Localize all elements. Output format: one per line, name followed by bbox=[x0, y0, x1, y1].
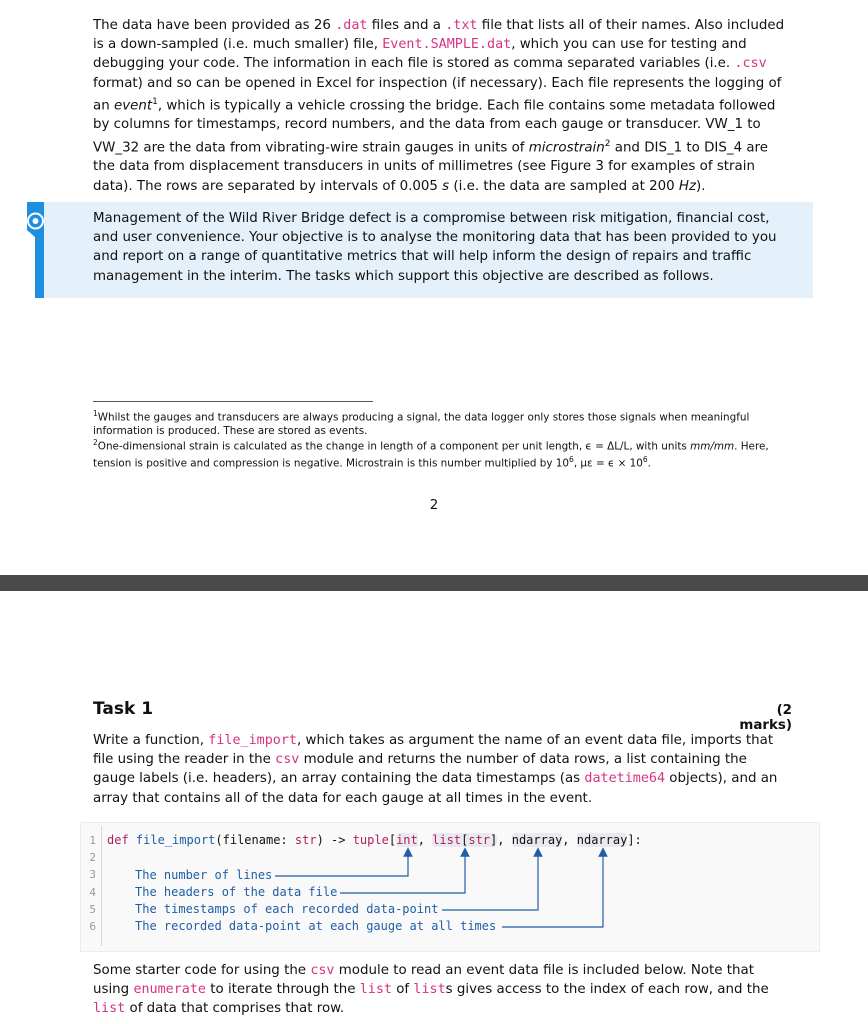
line-number: 6 bbox=[89, 920, 96, 934]
page-number: 2 bbox=[429, 498, 439, 513]
exponent: 6 bbox=[642, 455, 648, 465]
emphasis-microstrain: microstrain bbox=[528, 140, 605, 156]
type-ndarray-timestamps: ndarray bbox=[511, 833, 563, 847]
footnote-unit: mm/mm bbox=[690, 440, 735, 453]
objective-text: Management of the Wild River Bridge defect is a compromise between risk mitigation, financial cost, and user convenience. Your objective is to analyse the monitoring data that has been provided to you and report on a range of quantitative metrics that will help inform the design of repairs and traffic management in the interim. The tasks which support this objective are described as follows. bbox=[93, 211, 777, 284]
target-icon-center bbox=[33, 218, 39, 224]
code-punct: ] bbox=[490, 833, 498, 847]
type-str: str bbox=[294, 833, 317, 847]
code-sample-file: Event.SAMPLE.dat bbox=[382, 37, 512, 53]
page-divider bbox=[0, 575, 868, 591]
line-number: 5 bbox=[89, 902, 96, 916]
code-csv: csv bbox=[310, 963, 335, 978]
line-number: 2 bbox=[89, 851, 96, 865]
footnote-1 bbox=[93, 407, 793, 438]
text-run: files and a bbox=[367, 18, 446, 33]
code-punct: ]: bbox=[627, 833, 642, 847]
text-run: and DIS_1 to DIS_4 are the data from displacement transducers in units of millimetres (see Figure 3 for examples of strain data). The rows are separated by intervals of 0.005 bbox=[93, 140, 769, 194]
code-dat: .dat bbox=[335, 18, 368, 33]
text-run: objects), and an array that contains all of the data for each gauge at all times in the event. bbox=[93, 771, 778, 806]
code-csv: .csv bbox=[734, 56, 767, 72]
type-tuple: tuple bbox=[352, 833, 389, 847]
footnote-mark: 2 bbox=[93, 438, 98, 447]
footnote-text: Whilst the gauges and transducers are always producing a signal, the data logger only stores those signals when meaningful information is produced. These are stored as events. bbox=[93, 411, 750, 438]
line-numbers bbox=[82, 832, 96, 935]
footnote-2 bbox=[93, 436, 793, 471]
text-run: s gives access to the index of each row, and the bbox=[445, 982, 769, 998]
text-run: The data have been provided as 26 bbox=[93, 18, 336, 33]
task-marks: (2 marks) bbox=[739, 703, 792, 733]
code-punct: , bbox=[562, 833, 577, 847]
text-run: format) and so can be opened in Excel for inspection (if necessary). Each file represents the logging of an bbox=[93, 75, 782, 114]
footnote-text: One-dimensional strain is calculated as the change in length of a component per unit length, ϵ = ΔL/L, with units bbox=[97, 440, 691, 453]
footnote-ref-1[interactable]: 1 bbox=[152, 96, 158, 107]
code-enumerate: enumerate bbox=[133, 982, 206, 998]
function-signature bbox=[107, 832, 642, 849]
code-list: list bbox=[359, 982, 392, 998]
line-number: 4 bbox=[89, 885, 96, 899]
text-run: to iterate through the bbox=[206, 982, 360, 998]
text-run: file that lists all of their names. Also included is a down-sampled (i.e. much smaller) file, bbox=[93, 18, 785, 53]
code-list: list bbox=[413, 982, 446, 998]
code-list: list bbox=[93, 1001, 126, 1017]
type-int: int bbox=[396, 833, 418, 847]
line-number: 1 bbox=[89, 834, 96, 847]
annotation-data: The recorded data-point at each gauge at all times bbox=[135, 919, 497, 933]
code-file-import: file_import bbox=[208, 733, 297, 748]
footnote-ref-2[interactable]: 2 bbox=[604, 138, 611, 149]
type-ndarray-data: ndarray bbox=[576, 833, 628, 847]
annotation-headers: The headers of the data file bbox=[135, 885, 338, 899]
code-punct: [ bbox=[461, 833, 469, 847]
text-run: , which takes as argument the name of an event data file, imports that file using the reader in the bbox=[93, 733, 774, 768]
text-run: (i.e. the data are sampled at 200 bbox=[449, 178, 679, 194]
text-run: , which is typically a vehicle crossing the bridge. Each file contains some metadata followed by columns for timestamps, record numbers, and the data from each gauge or transducer. VW_1 to VW_32 are the data from vibrating-wire strain gauges in units of bbox=[93, 98, 776, 156]
text-run: of bbox=[391, 982, 414, 998]
callout-decoration bbox=[0, 0, 70, 300]
task-title: Task 1 bbox=[93, 699, 154, 719]
line-number: 3 bbox=[89, 868, 96, 882]
code-punct: , bbox=[417, 833, 433, 847]
code-punct: [ bbox=[388, 833, 397, 847]
unit-seconds: s bbox=[442, 178, 450, 194]
code-txt: .txt bbox=[445, 18, 478, 33]
code-punct: (filename: bbox=[215, 833, 295, 847]
text-run: module to read an event data file is included below. Note that using bbox=[93, 963, 754, 998]
code-punct: , bbox=[497, 833, 512, 847]
exponent: 6 bbox=[569, 455, 574, 465]
annotation-timestamps: The timestamps of each recorded data-point bbox=[135, 902, 439, 916]
unit-hertz: Hz bbox=[678, 178, 697, 194]
footnote-text: . Here, tension is positive and compression is negative. Microstrain is this number multiplied by 10 bbox=[93, 440, 769, 470]
footnote-mark: 1 bbox=[93, 409, 98, 418]
footnote-text: . bbox=[647, 457, 651, 470]
function-name: file_import bbox=[135, 833, 216, 847]
text-run: ). bbox=[696, 178, 706, 194]
data-description-paragraph bbox=[93, 16, 793, 196]
text-run: Write a function, bbox=[93, 733, 209, 748]
text-run: , which you can use for testing and debugging your code. The information in each file is stored as comma separated variables (i.e. bbox=[93, 37, 747, 72]
annotation-lines: The number of lines bbox=[135, 868, 273, 882]
text-run: module and returns the number of data rows, a list containing the gauge labels (i.e. headers), an array containing the data timestamps (as bbox=[93, 752, 747, 787]
keyword-def: def bbox=[107, 833, 129, 847]
text-run: Some starter code for using the bbox=[93, 963, 311, 978]
code-punct: ) -> bbox=[316, 833, 353, 847]
code-csv-module: csv bbox=[275, 752, 300, 768]
footnote-rule bbox=[93, 401, 373, 402]
objective-callout bbox=[35, 202, 813, 298]
type-str: str bbox=[468, 833, 491, 847]
code-datetime64: datetime64 bbox=[584, 771, 666, 787]
text-run: of data that comprises that row. bbox=[125, 1001, 345, 1017]
emphasis-event: event bbox=[113, 98, 153, 114]
footnote-text: , με = ϵ × 10 bbox=[573, 457, 643, 470]
line-number-gutter-rule bbox=[101, 826, 102, 946]
starter-code-paragraph bbox=[93, 961, 793, 1019]
type-list: list bbox=[432, 833, 462, 847]
task-description bbox=[93, 731, 793, 808]
